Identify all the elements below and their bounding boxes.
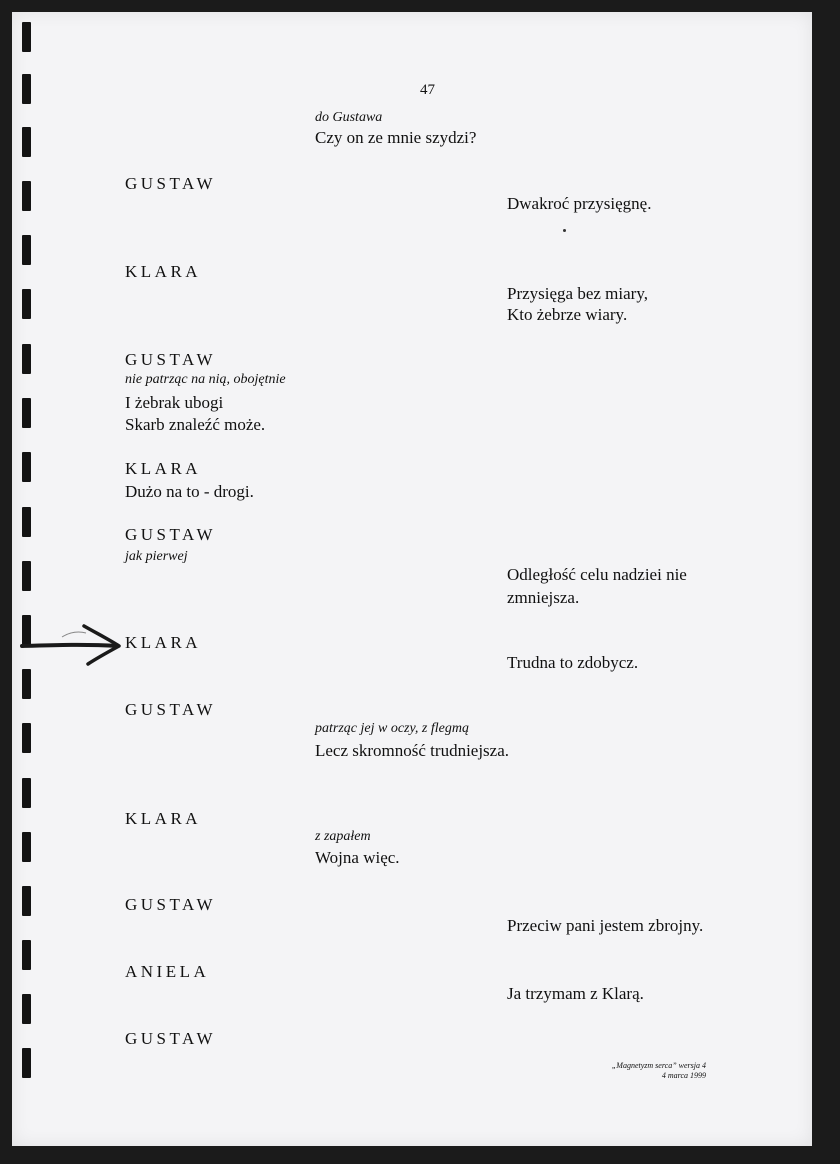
footer-date: 4 marca 1999 — [661, 1071, 706, 1080]
binding-hole — [22, 235, 31, 265]
binding-hole — [22, 561, 31, 591]
binding-hole — [22, 940, 31, 970]
stage-direction: do Gustawa — [315, 110, 383, 125]
binding-hole — [22, 181, 31, 211]
binding-hole — [22, 723, 31, 753]
speaker-name: GUSTAW — [125, 895, 216, 914]
binding-hole — [22, 452, 31, 482]
binding-hole — [22, 507, 31, 537]
binding-hole — [22, 74, 31, 104]
dialogue-line: Lecz skromność trudniejsza. — [315, 741, 510, 760]
stage-direction: jak pierwej — [125, 549, 188, 564]
dialogue-line: Skarb znaleźć może. — [125, 415, 266, 434]
ink-speck — [563, 229, 566, 232]
speaker-name: KLARA — [125, 633, 202, 652]
dialogue-line: Odległość celu nadziei nie — [507, 565, 687, 584]
binding-hole — [22, 398, 31, 428]
speaker-name: GUSTAW — [125, 174, 216, 193]
speaker-name: KLARA — [125, 459, 202, 478]
dialogue-line: Dużo na to - drogi. — [125, 482, 254, 501]
speaker-name: KLARA — [125, 262, 202, 281]
binding-hole — [22, 1048, 31, 1078]
stage-direction: patrząc jej w oczy, z flegmą — [315, 721, 469, 736]
dialogue-line: Wojna więc. — [315, 848, 400, 867]
dialogue-line: I żebrak ubogi — [125, 393, 224, 412]
dialogue-line: zmniejsza. — [507, 588, 580, 607]
speaker-name: GUSTAW — [125, 350, 216, 369]
dialogue-line: Kto żebrze wiary. — [507, 305, 628, 324]
binding-hole — [22, 886, 31, 916]
footer-title: „Magnetyzm serca” wersja 4 — [611, 1061, 706, 1070]
dialogue-line: Ja trzymam z Klarą. — [507, 984, 644, 1003]
dialogue-line: Przysięga bez miary, — [507, 284, 648, 303]
handwritten-arrow-icon — [0, 612, 140, 668]
binding-hole — [22, 344, 31, 374]
dialogue-line: Czy on ze mnie szydzi? — [315, 128, 477, 147]
binding-hole — [22, 289, 31, 319]
speaker-name: ANIELA — [125, 962, 210, 981]
binding-hole — [22, 994, 31, 1024]
speaker-name: GUSTAW — [125, 525, 216, 544]
dialogue-line: Przeciw pani jestem zbrojny. — [507, 916, 704, 935]
footer-note — [590, 1061, 706, 1081]
binding-hole — [22, 127, 31, 157]
binding-hole — [22, 669, 31, 699]
binding-hole — [22, 832, 31, 862]
speaker-name: GUSTAW — [125, 1029, 216, 1048]
stage-direction: nie patrząc na nią, obojętnie — [125, 372, 286, 387]
binding-hole — [22, 778, 31, 808]
speaker-name: GUSTAW — [125, 700, 216, 719]
dialogue-line: Trudna to zdobycz. — [507, 653, 639, 672]
speaker-name: KLARA — [125, 809, 202, 828]
stage-direction: z zapałem — [315, 829, 371, 844]
page-number: 47 — [420, 82, 435, 98]
binding-hole — [22, 22, 31, 52]
dialogue-line: Dwakroć przysięgnę. — [507, 194, 652, 213]
